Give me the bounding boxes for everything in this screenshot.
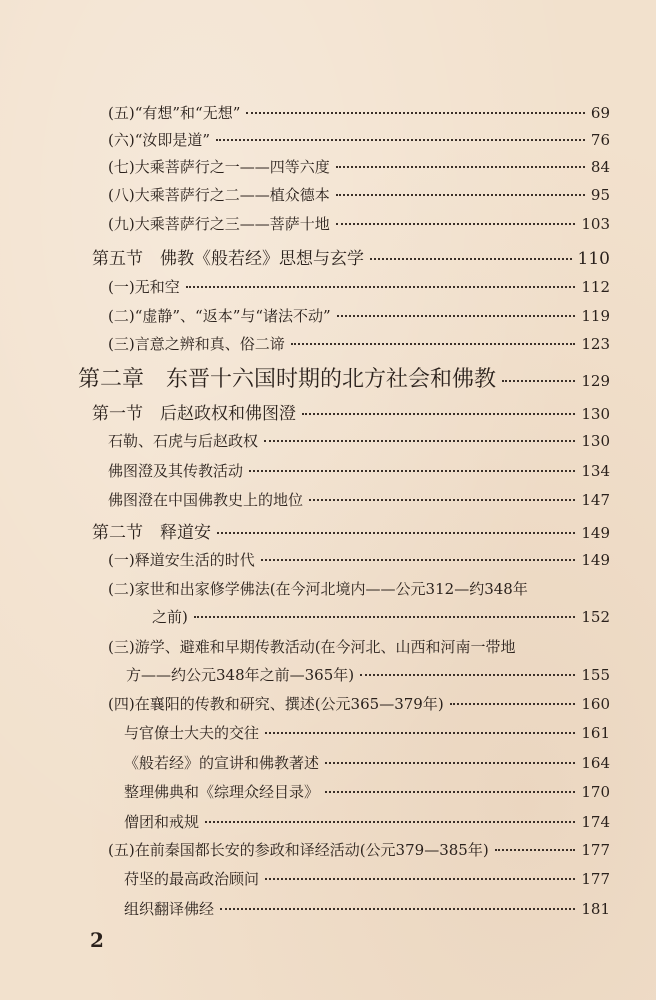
dot-leader (309, 499, 575, 501)
toc-entry-page: 76 (590, 131, 610, 149)
toc-entry-title: 佛图澄在中国佛教史上的地位 (108, 491, 304, 509)
toc-entry-title: 整理佛典和《综理众经目录》 (124, 783, 320, 801)
toc-entry (124, 811, 610, 832)
dot-leader (194, 616, 576, 618)
toc-entry-page: 164 (581, 754, 610, 772)
dot-leader (249, 470, 575, 472)
toc-entry-title: (七)大乘菩萨行之一——四等六度 (108, 158, 330, 176)
toc-entry (108, 430, 610, 451)
dot-leader (264, 440, 575, 442)
toc-entry-title-line1: (二)家世和出家修学佛法(在今河北境内——公元312—约348年 (108, 580, 528, 598)
toc-entry-title: 僧团和戒规 (124, 813, 200, 831)
toc-entry-page: 155 (581, 666, 610, 684)
toc-entry (152, 606, 610, 627)
toc-entry-page: 147 (581, 491, 610, 509)
toc-entry-page: 112 (581, 278, 610, 296)
toc-entry (108, 489, 610, 510)
toc-entry (124, 722, 610, 743)
dot-leader (336, 194, 585, 196)
toc-entry-page: 170 (581, 783, 610, 801)
toc-entry-title: 第二章 东晋十六国时期的北方社会和佛教 (78, 367, 497, 392)
toc-entry-page: 129 (581, 372, 610, 390)
toc-entry-page: 181 (581, 900, 610, 918)
toc-entry-page: 123 (581, 335, 610, 353)
page-number: 2 (90, 928, 104, 952)
dot-leader (325, 791, 575, 793)
toc-entry (108, 156, 610, 177)
toc-entry (108, 276, 610, 297)
toc-entry (108, 460, 610, 481)
toc-entry-title: 第一节 后赵政权和佛图澄 (92, 404, 296, 424)
toc-entry-page: 149 (581, 524, 610, 542)
toc-entry-title: 佛图澄及其传教活动 (108, 462, 244, 480)
toc-chapter-heading (78, 362, 610, 393)
dot-leader (370, 258, 572, 260)
toc-entry-title: 第五节 佛教《般若经》思想与玄学 (92, 249, 364, 269)
dot-leader (220, 908, 575, 910)
toc-entry-title: 与官僚士大夫的交往 (124, 724, 260, 742)
dot-leader (291, 343, 576, 345)
toc-entry-title: (一)释道安生活的时代 (108, 551, 255, 569)
toc-entry (108, 693, 610, 714)
toc-entry-page: 119 (581, 307, 610, 325)
toc-entry (108, 102, 610, 123)
toc-entry-page: 177 (581, 841, 610, 859)
toc-entry-title: (三)言意之辨和真、俗二谛 (108, 335, 285, 353)
dot-leader (265, 878, 575, 880)
toc-entry-page: 174 (581, 813, 610, 831)
toc-entry (108, 184, 610, 205)
toc-entry-title: (四)在襄阳的传教和研究、撰述(公元365—379年) (108, 695, 444, 713)
toc-entry-title-line1: (三)游学、避难和早期传教活动(在今河北、山西和河南一带地 (108, 638, 516, 656)
toc-section-heading (92, 399, 610, 424)
dot-leader (302, 413, 575, 415)
toc-entry (108, 129, 610, 150)
dot-leader (502, 380, 575, 382)
toc-entry (108, 333, 610, 354)
dot-leader (336, 166, 585, 168)
dot-leader (325, 762, 575, 764)
toc-entry-title: (一)无和空 (108, 278, 180, 296)
dot-leader (246, 112, 585, 114)
toc-entry-title: (二)“虚静”、“返本”与“诸法不动” (108, 307, 331, 325)
toc-entry-page: 160 (581, 695, 610, 713)
toc-entry (108, 305, 610, 326)
dot-leader (450, 703, 576, 705)
toc-entry (124, 781, 610, 802)
toc-entry-page: 152 (581, 608, 610, 626)
dot-leader (216, 139, 585, 141)
toc-entry (124, 898, 610, 919)
toc-entry-title: (八)大乘菩萨行之二——植众德本 (108, 186, 330, 204)
dot-leader (265, 732, 575, 734)
toc-entry-page: 95 (590, 186, 610, 204)
toc-entry-page: 134 (581, 462, 610, 480)
toc-entry-title: 第二节 释道安 (92, 523, 211, 543)
toc-section-heading (92, 244, 610, 269)
toc-entry-title: 组织翻译佛经 (124, 900, 215, 918)
toc-entry (124, 752, 610, 773)
toc-entry-title: (九)大乘菩萨行之三——菩萨十地 (108, 215, 330, 233)
toc-entry (108, 839, 610, 860)
toc-entry (108, 213, 610, 234)
toc-entry-page: 130 (581, 432, 610, 450)
toc-entry-page: 103 (581, 215, 610, 233)
toc-entry-title: 苻坚的最高政治顾问 (124, 870, 260, 888)
dot-leader (337, 315, 576, 317)
toc-section-heading (92, 518, 610, 543)
toc-entry-title-line2: 方——约公元348年之前—365年) (126, 666, 355, 684)
toc-entry (124, 868, 610, 889)
toc-entry-title: 石勒、石虎与后赵政权 (108, 432, 259, 450)
toc-entry-title: (五)“有想”和“无想” (108, 104, 241, 122)
toc-entry-page: 130 (581, 405, 610, 423)
dot-leader (217, 532, 575, 534)
dot-leader (336, 223, 576, 225)
dot-leader (205, 821, 575, 823)
toc-entry-title: (六)“汝即是道” (108, 131, 211, 149)
toc-entry (126, 664, 610, 685)
dot-leader (360, 674, 575, 676)
dot-leader (261, 559, 576, 561)
dot-leader (186, 286, 576, 288)
toc-entry (108, 549, 610, 570)
toc-entry-page: 177 (581, 870, 610, 888)
dot-leader (495, 849, 576, 851)
toc-entry-title: (五)在前秦国都长安的参政和译经活动(公元379—385年) (108, 841, 489, 859)
toc-entry-page: 149 (581, 551, 610, 569)
toc-entry-page: 84 (590, 158, 610, 176)
toc-entry-page: 161 (581, 724, 610, 742)
toc-entry-page: 110 (577, 249, 610, 269)
toc-entry-title: 《般若经》的宣讲和佛教著述 (124, 754, 320, 772)
toc-entry-page: 69 (590, 104, 610, 122)
toc-entry-title-line2: 之前) (152, 608, 188, 626)
